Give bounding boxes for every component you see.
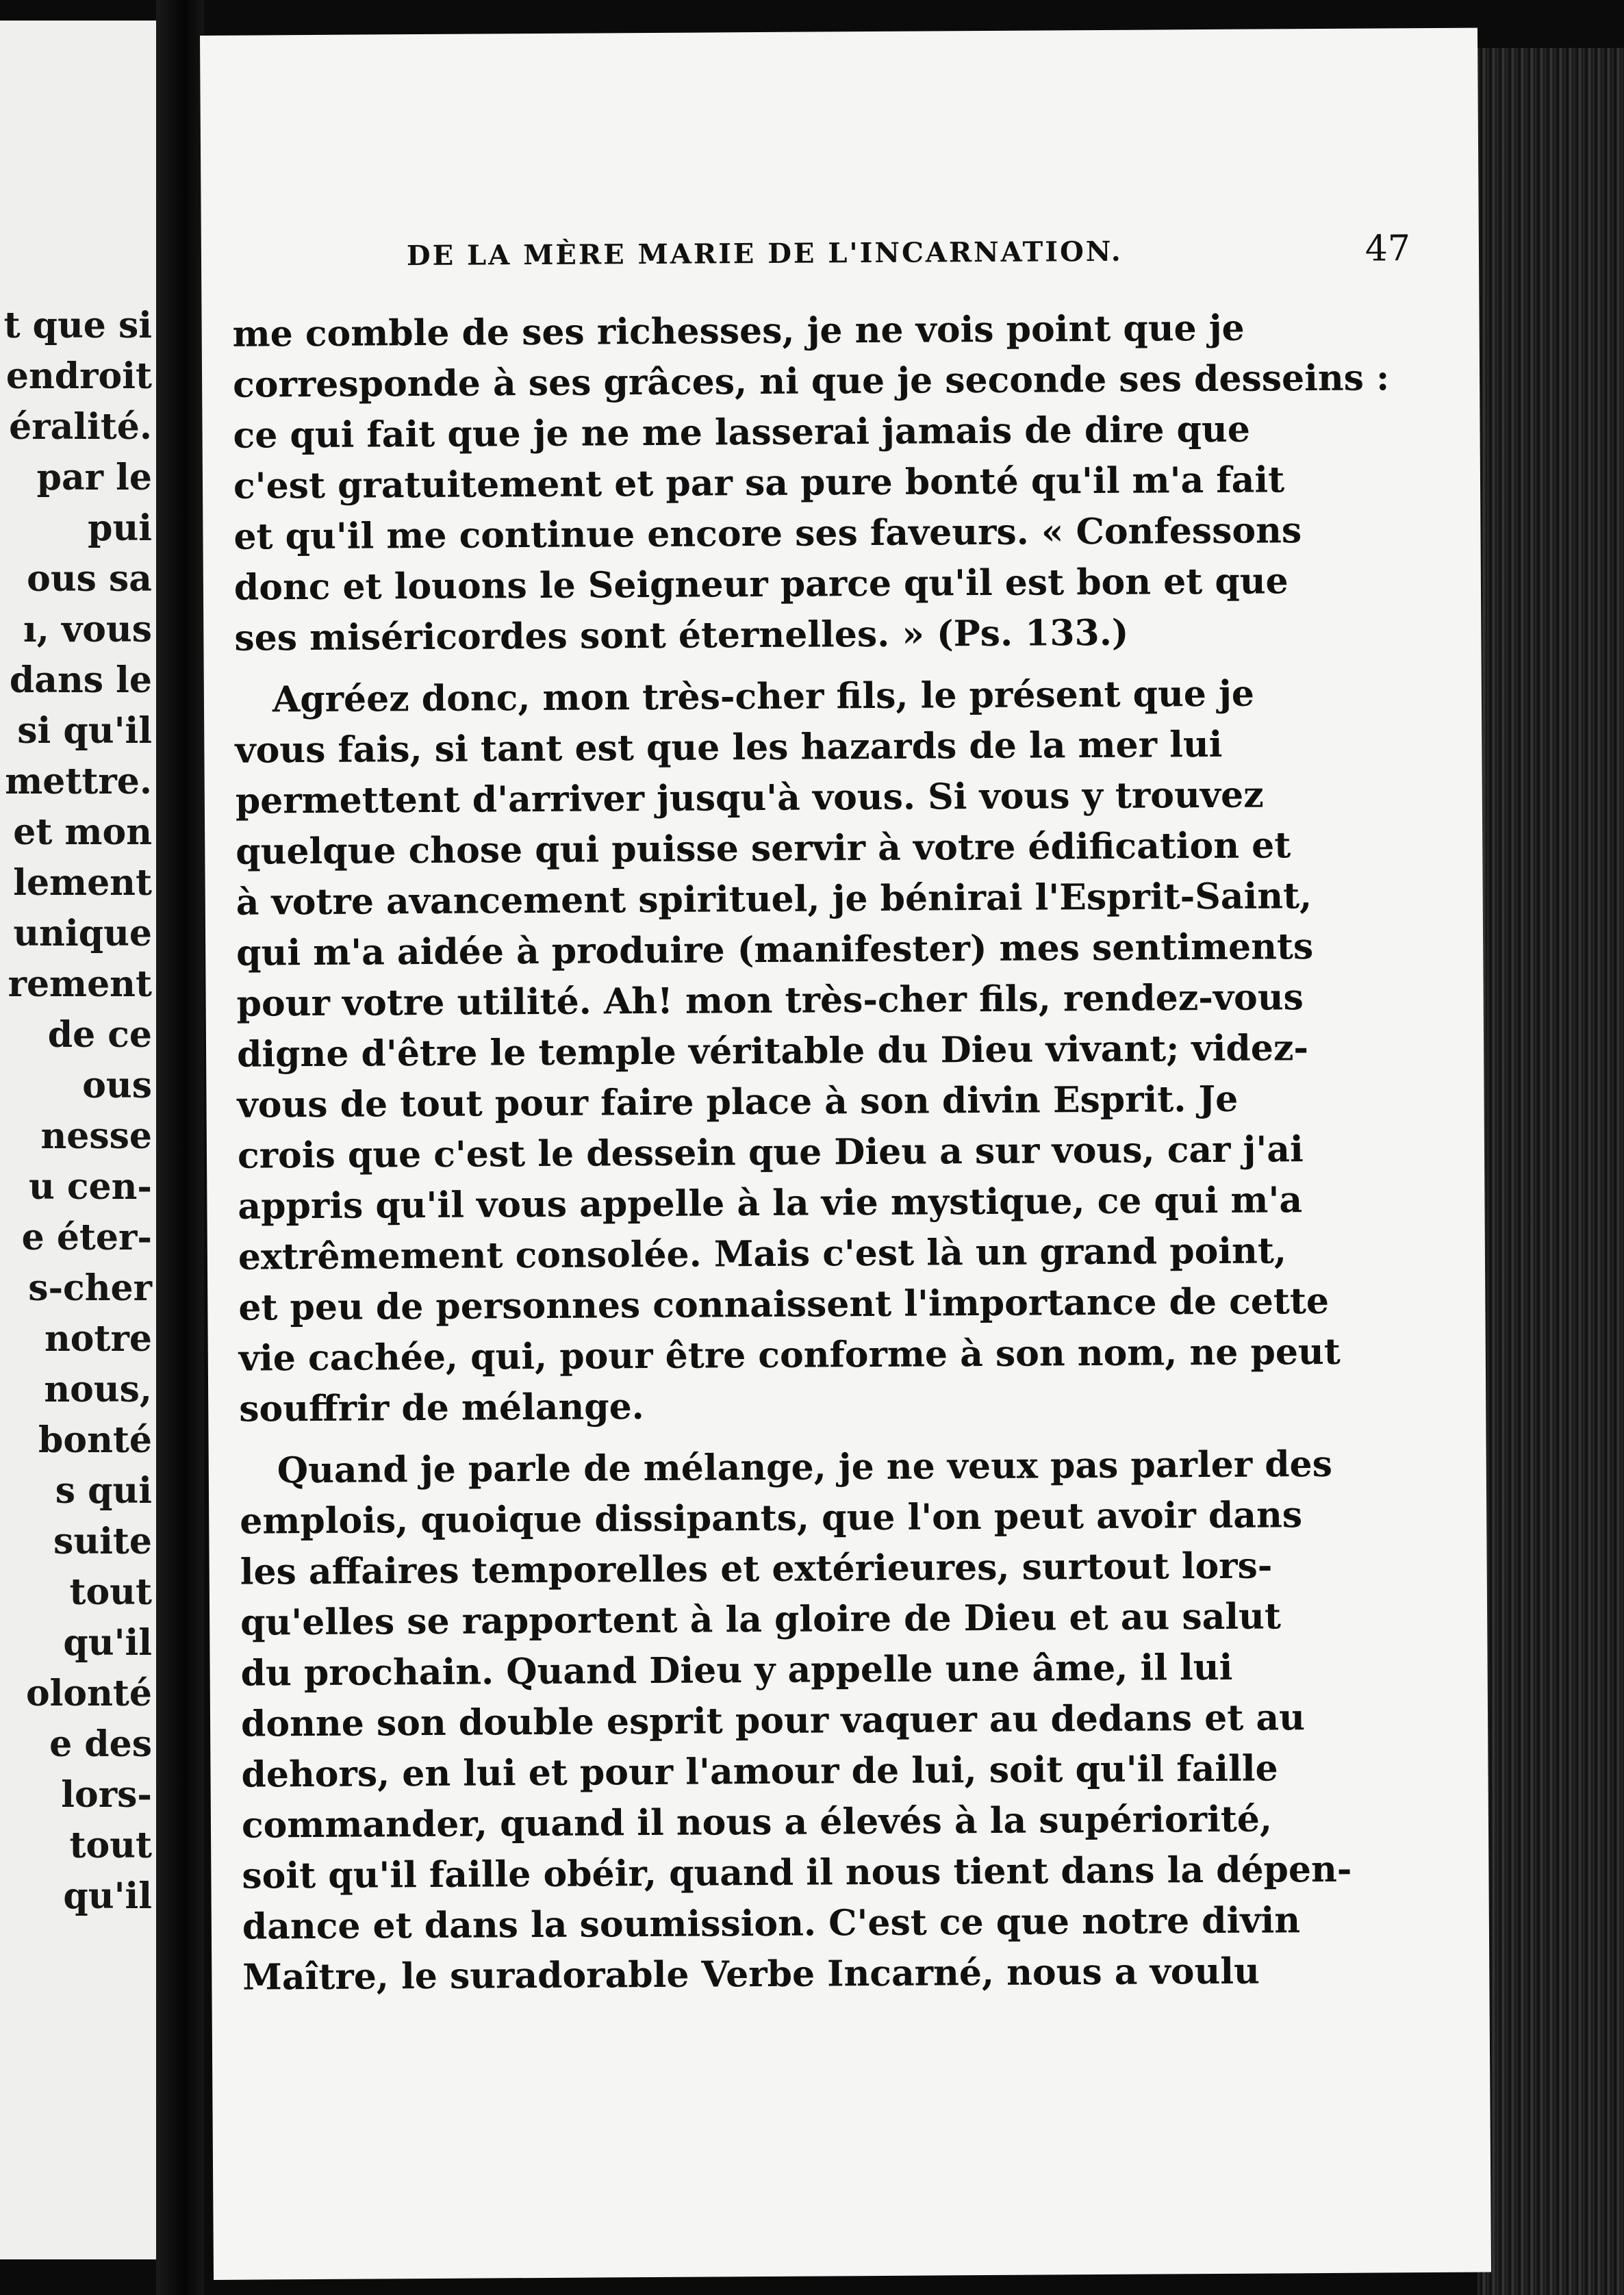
paragraph <box>240 1440 1352 2003</box>
left-page-fragment: qu'il <box>63 1622 152 1664</box>
left-page-fragment: u cen- <box>28 1166 152 1208</box>
body-text <box>232 303 1390 2003</box>
text-line: vous de tout pour faire place à son divin Esprit. Je <box>237 1078 1239 1126</box>
text-line: ce qui fait que je ne me lasserai jamais de dire que <box>233 408 1250 457</box>
text-line: crois que c'est le dessein que Dieu a sur vous, car j'ai <box>237 1128 1304 1177</box>
text-line: Agréez donc, mon très-cher fils, le présent que je <box>272 672 1255 721</box>
text-line: permettent d'arriver jusqu'à vous. Si vous y trouvez <box>235 774 1264 822</box>
left-page-fragment: e des <box>49 1723 152 1765</box>
left-page-fragment: e éter- <box>21 1217 152 1258</box>
left-page-fragment: de ce <box>47 1014 152 1056</box>
text-line: Quand je parle de mélange, je ne veux pas parler des <box>277 1443 1333 1492</box>
left-page-fragment: si qu'il <box>17 710 152 752</box>
text-line: dance et dans la soumission. C'est ce que notre divin <box>242 1899 1301 1948</box>
left-page-fragment: lors- <box>61 1774 152 1816</box>
text-line: pour votre utilité. Ah! mon très-cher fils, rendez-vous <box>236 976 1304 1025</box>
paragraph <box>232 303 1390 664</box>
page-number: 47 <box>1365 228 1411 270</box>
left-page-fragment: éralité. <box>9 406 152 448</box>
text-line: corresponde à ses grâces, ni que je seconde ses desseins : <box>232 357 1390 406</box>
left-page-fragment: suite <box>53 1521 152 1562</box>
text-line: extrêmement consolée. Mais c'est là un grand point, <box>238 1230 1287 1278</box>
text-line: vie cachée, qui, pour être conforme à son nom, ne peut <box>238 1330 1341 1380</box>
left-page-fragment: dans le <box>9 659 152 701</box>
left-page-fragment: endroit <box>5 355 152 397</box>
text-line: appris qu'il vous appelle à la vie mystique, ce qui m'a <box>238 1179 1303 1228</box>
left-page-fragment: notre <box>45 1318 152 1360</box>
left-page-fragment: ous sa <box>27 558 152 600</box>
left-page-fragment: ı, vous <box>23 609 152 650</box>
text-line: souffrir de mélange. <box>239 1386 644 1430</box>
left-page-fragment: lement <box>13 862 152 904</box>
text-line: les affaires temporelles et extérieures, surtout lors- <box>240 1545 1273 1593</box>
text-line: donc et louons le Seigneur parce qu'il est bon et que <box>233 560 1289 609</box>
text-line: digne d'être le temple véritable du Dieu vivant; videz- <box>236 1027 1309 1076</box>
left-page-fragment: tout <box>69 1825 152 1866</box>
left-page-fragment: olonté <box>25 1673 152 1714</box>
text-line: à votre avancement spirituel, je bénirai l'Esprit-Saint, <box>236 875 1312 924</box>
text-line: qu'elles se rapportent à la gloire de Dieu et au salut <box>240 1595 1282 1644</box>
left-page-fragment: s qui <box>55 1470 152 1512</box>
paragraph <box>235 669 1341 1435</box>
text-line: emplois, quoique dissipants, que l'on peut avoir dans <box>240 1494 1303 1543</box>
left-page-fragment: qu'il <box>63 1875 152 1917</box>
page-header <box>406 228 1411 288</box>
page-edges <box>1477 48 1624 2295</box>
text-line: ses miséricordes sont éternelles. » (Ps. 133.) <box>234 611 1129 659</box>
text-line: du prochain. Quand Dieu y appelle une âme, il lui <box>240 1646 1233 1695</box>
left-page-fragment: t que si <box>3 305 152 346</box>
book-gutter <box>156 0 204 2295</box>
left-page-fragment: pui <box>88 507 152 549</box>
left-page-fragment: tout <box>69 1571 152 1613</box>
text-line: Maître, le suradorable Verbe Incarné, nous a voulu <box>242 1950 1260 1999</box>
text-line: et peu de personnes connaissent l'importance de cette <box>238 1280 1330 1329</box>
left-page-fragment: ous <box>82 1065 152 1106</box>
text-line: quelque chose qui puisse servir à votre édification et <box>236 824 1291 873</box>
text-line: c'est gratuitement et par sa pure bonté qu'il m'a fait <box>233 459 1285 507</box>
left-facing-page <box>0 21 156 2259</box>
main-page <box>200 28 1491 2280</box>
text-line: vous fais, si tant est que les hazards de la mer lui <box>235 723 1223 772</box>
left-page-fragment: bonté <box>38 1419 152 1461</box>
text-line: et qu'il me continue encore ses faveurs. « Confessons <box>233 509 1302 558</box>
text-line: soit qu'il faille obéir, quand il nous tient dans la dépen- <box>242 1848 1352 1897</box>
left-page-fragment: mettre. <box>5 761 152 802</box>
running-head: DE LA MÈRE MARIE DE L'INCARNATION. <box>406 235 1123 272</box>
left-page-fragment: rement <box>8 963 152 1005</box>
text-line: donne son double esprit pour vaquer au dedans et au <box>240 1697 1306 1745</box>
left-page-fragment: nous, <box>44 1369 152 1410</box>
left-page-fragment: unique <box>13 913 152 954</box>
left-page-fragment: nesse <box>40 1115 152 1157</box>
text-line: qui m'a aidée à produire (manifester) mes sentiments <box>236 926 1314 974</box>
left-page-fragment: par le <box>36 457 152 498</box>
left-page-fragment: s-cher <box>28 1267 152 1309</box>
left-page-fragment: et mon <box>13 811 152 853</box>
text-line: dehors, en lui et pour l'amour de lui, soit qu'il faille <box>241 1747 1278 1796</box>
text-line: me comble de ses richesses, je ne vois point que je <box>232 307 1245 355</box>
text-line: commander, quand il nous a élevés à la supériorité, <box>241 1798 1273 1847</box>
